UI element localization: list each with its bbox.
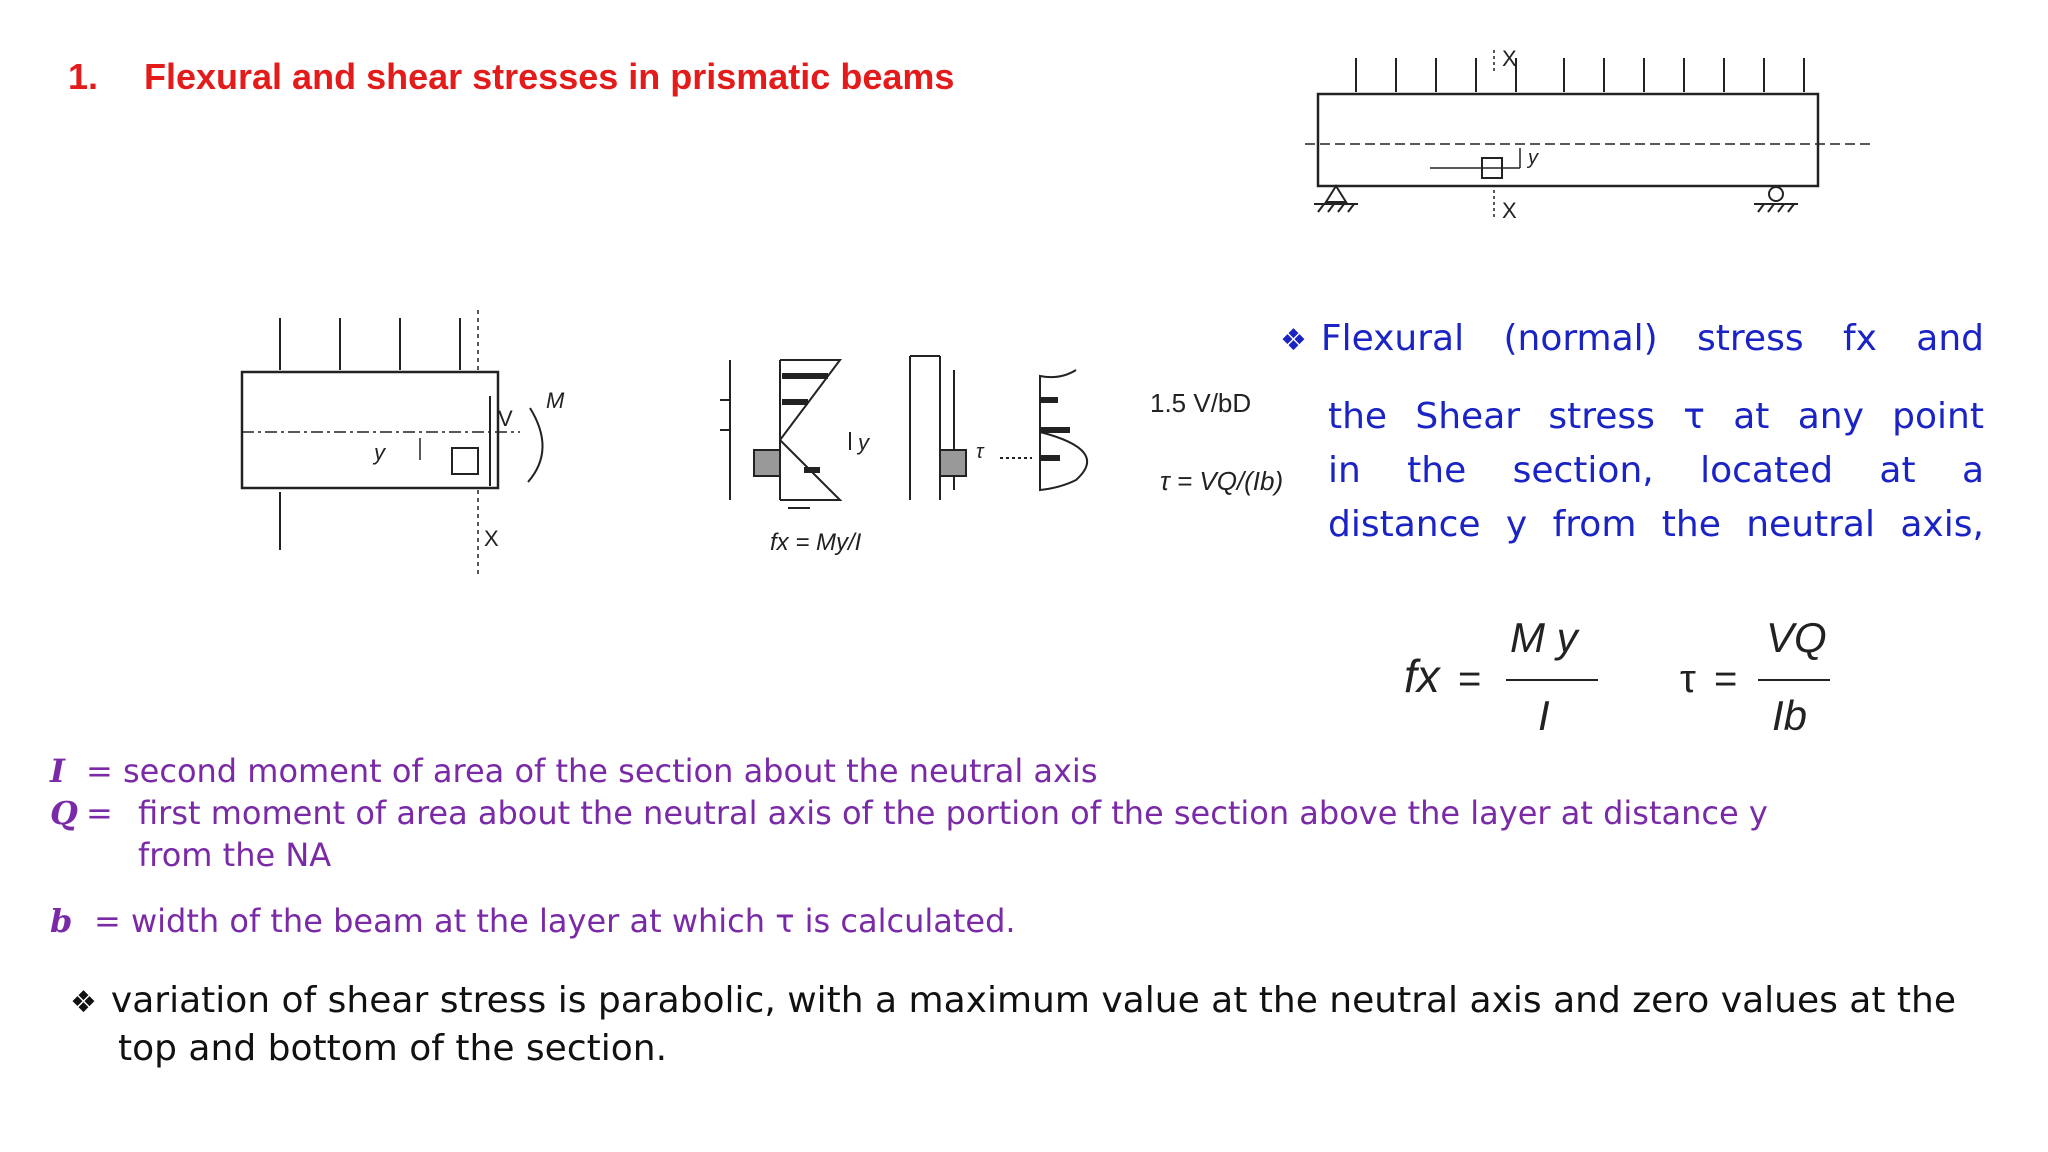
fx-denominator: I <box>1538 692 1550 739</box>
paragraph-line-2: the Shear stress τ at any point <box>1328 396 1984 437</box>
tau-label: τ <box>976 441 984 463</box>
Q-equals: = <box>86 794 113 832</box>
fx-formula: fx = My/I <box>770 529 862 556</box>
stress-formulas <box>1380 600 1860 750</box>
Q-definition-text: first moment of area about the neutral axis of the portion of the section above the layer at distance y <box>138 794 1768 832</box>
paragraph-line-1: ❖ Flexural (normal) stress fx and <box>1280 318 1984 359</box>
tau-formula-lhs: τ <box>1680 657 1696 701</box>
definition-Q <box>50 794 1768 832</box>
Q-definition-continuation: from the NA <box>138 836 332 874</box>
title-text: Flexural and shear stresses in prismatic beams <box>144 56 955 97</box>
title-number: 1. <box>68 56 99 97</box>
tau-denominator: Ib <box>1772 692 1808 739</box>
paragraph-line-3: in the section, located at a <box>1328 450 1984 491</box>
shear-variation-bullet <box>70 978 1970 1072</box>
pin-support <box>1314 186 1358 212</box>
beam-segment-rectangle <box>242 372 498 488</box>
stress-distribution-diagram <box>710 340 1130 560</box>
roller-support <box>1754 187 1798 212</box>
tau-numerator: VQ <box>1766 614 1827 661</box>
x-label-bottom: X <box>1502 198 1517 223</box>
x-label-top: X <box>1502 46 1517 71</box>
b-definition-text: = width of the beam at the layer at which τ is calculated. <box>94 902 1016 940</box>
definition-b <box>50 902 1016 940</box>
y-label: y <box>858 430 869 455</box>
m-label: M <box>546 388 565 413</box>
x-label: X <box>484 526 499 551</box>
stress-description-paragraph <box>1280 312 1984 552</box>
distributed-load-arrows <box>1356 58 1804 92</box>
y-label: y <box>374 440 385 465</box>
beam-rectangle <box>1318 94 1818 186</box>
I-symbol: I <box>50 752 65 790</box>
peak-shear-label: 1.5 V/bD <box>1150 388 1252 418</box>
fx-numerator: M y <box>1510 614 1578 661</box>
diamond-bullet-icon: ❖ <box>1280 323 1307 358</box>
slide-title <box>68 56 954 98</box>
bullet-line-2: top and bottom of the section. <box>118 1028 668 1069</box>
bullet-line-1: variation of shear stress is parabolic, with a maximum value at the neutral axis and zero values at the <box>110 980 1956 1021</box>
tau-formula-label: τ = VQ/(Ib) <box>1160 466 1284 496</box>
fx-formula-lhs: fx <box>1404 650 1440 702</box>
definition-I <box>50 752 1097 790</box>
simply-supported-beam-diagram <box>1300 40 1890 230</box>
fx-equals: = <box>1458 657 1482 701</box>
paragraph-line-4: distance y from the neutral axis, <box>1328 504 1984 545</box>
tau-equals: = <box>1714 657 1738 701</box>
b-symbol: b <box>50 902 73 940</box>
I-definition-text: = second moment of area of the section about the neutral axis <box>86 752 1098 790</box>
Q-symbol: Q <box>50 794 78 832</box>
beam-segment-diagram <box>220 300 600 590</box>
diamond-bullet-icon: ❖ <box>70 985 97 1020</box>
v-label: V <box>498 406 513 431</box>
y-label: y <box>1528 147 1538 169</box>
